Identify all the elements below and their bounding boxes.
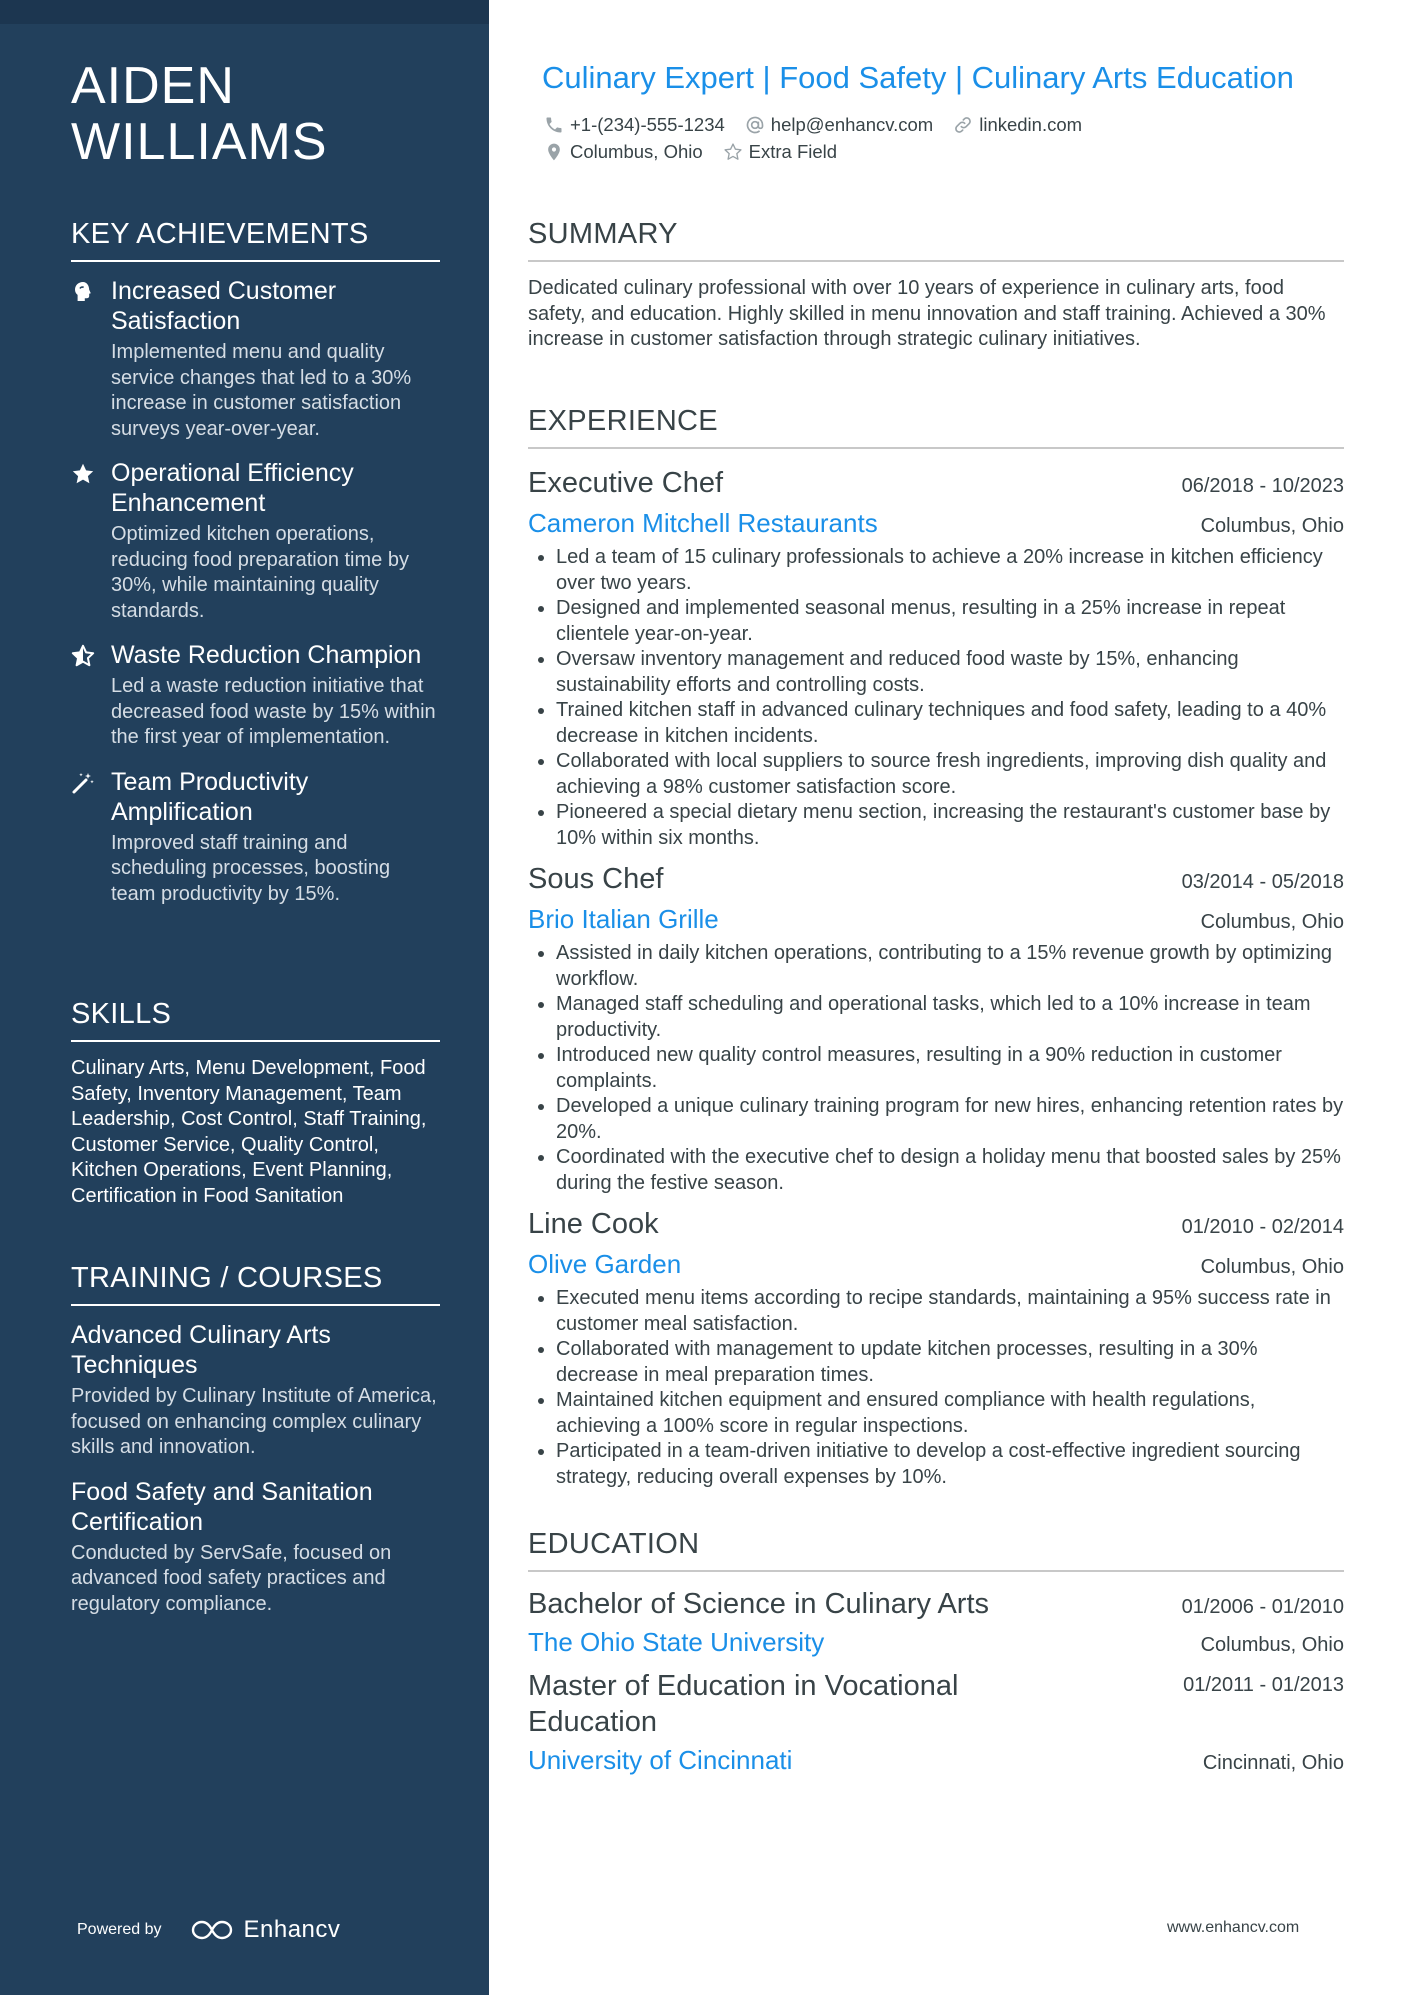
job-bullets: [528, 545, 1344, 851]
phone-text: +1-(234)-555-1234: [570, 113, 725, 135]
school-location: Columbus, Ohio: [1200, 1634, 1344, 1656]
degree-title: Master of Education in Vocational Education: [528, 1670, 959, 1738]
job-company: Cameron Mitchell Restaurants: [528, 508, 878, 538]
summary-heading: SUMMARY: [528, 216, 1344, 262]
job-bullet: • Designed and implemented seasonal menus, resulting in a 25% increase in repeat clientele year-on-year.: [556, 596, 1344, 647]
job-bullet: • Participated in a team-driven initiative to develop a cost-effective ingredient sourcing strategy, reducing overall expenses by 10%.: [556, 1439, 1344, 1490]
job-dates: 01/2010 - 02/2014: [1181, 1216, 1344, 1238]
degree-title: Bachelor of Science in Culinary Arts: [528, 1588, 989, 1620]
achievement-item: [71, 640, 440, 751]
at-icon: [745, 115, 765, 135]
magic-wand-icon: [71, 771, 95, 795]
skills-section: [71, 996, 440, 1209]
phone-contact[interactable]: [544, 114, 725, 136]
job-location: Columbus, Ohio: [1200, 515, 1344, 537]
experience-section: [528, 403, 1344, 1498]
achievement-item: [71, 767, 440, 908]
job-location: Columbus, Ohio: [1200, 1256, 1344, 1278]
skills-list: Culinary Arts, Menu Development, Food Safety, Inventory Management, Team Leadership, Cost Control, Staff Training, Customer Service, Quality Control, Kitchen Operations, Event Planning, Certification in Food Sanitation: [71, 1057, 427, 1207]
education-entry: [528, 1668, 1344, 1780]
achievement-title: Operational Efficiency Enhancement: [111, 459, 354, 517]
star-half-icon: [71, 644, 95, 668]
candidate-name: AIDEN WILLIAMS: [71, 57, 328, 171]
education-heading: EDUCATION: [528, 1526, 1344, 1572]
extra-contact: [723, 141, 837, 163]
enhancv-brand: Enhancv: [243, 1916, 341, 1943]
phone-icon: [544, 115, 564, 135]
job-bullet: • Collaborated with management to update kitchen processes, resulting in a 30% decrease in meal preparation times.: [556, 1337, 1344, 1388]
achievement-desc: Implemented menu and quality service changes that led to a 30% increase in customer satisfaction surveys year-over-year.: [111, 341, 412, 440]
job-bullet: • Assisted in daily kitchen operations, contributing to a 15% revenue growth by optimizing workflow.: [556, 941, 1344, 992]
job-bullets: [528, 941, 1344, 1196]
powered-by[interactable]: [77, 1915, 340, 1945]
job-entry: [528, 463, 1344, 851]
course-desc: Conducted by ServSafe, focused on advanced food safety practices and regulatory compliance.: [71, 1541, 392, 1615]
job-title: Executive Chef: [528, 467, 724, 499]
job-company: Brio Italian Grille: [528, 904, 719, 934]
job-bullet: • Managed staff scheduling and operational tasks, which led to a 10% increase in team productivity.: [556, 992, 1344, 1043]
job-bullet: • Collaborated with local suppliers to source fresh ingredients, improving dish quality and achieving a 98% customer satisfaction score.: [556, 749, 1344, 800]
training-section: [71, 1260, 440, 1633]
job-bullets: [528, 1286, 1344, 1490]
achievements-section: [71, 216, 440, 923]
job-entry: [528, 1204, 1344, 1490]
job-dates: 03/2014 - 05/2018: [1181, 871, 1344, 893]
headline: Culinary Expert | Food Safety | Culinary Arts Education: [542, 60, 1294, 95]
achievement-desc: Improved staff training and scheduling processes, boosting team productivity by 15%.: [111, 831, 391, 905]
achievement-title: Team Productivity Amplification: [111, 767, 309, 826]
job-bullet: • Led a team of 15 culinary professionals to achieve a 20% increase in kitchen efficiency over two years.: [556, 545, 1344, 596]
experience-heading: EXPERIENCE: [528, 403, 1344, 449]
link-icon: [953, 115, 973, 135]
linkedin-text: linkedin.com: [979, 113, 1083, 135]
course-desc: Provided by Culinary Institute of America, focused on enhancing complex culinary skills and innovation.: [71, 1385, 437, 1458]
job-bullet: • Executed menu items according to recipe standards, maintaining a 95% success rate in customer meal satisfaction.: [556, 1286, 1344, 1337]
job-title: Sous Chef: [528, 863, 664, 895]
job-dates: 06/2018 - 10/2023: [1181, 475, 1344, 497]
star-icon: [71, 462, 95, 486]
skills-heading: SKILLS: [71, 996, 440, 1042]
email-contact[interactable]: [745, 114, 933, 136]
brain-icon: [71, 280, 95, 304]
course-item: [71, 1320, 440, 1461]
contact-info: [544, 111, 1334, 165]
location-contact: [544, 141, 703, 163]
school-name: University of Cincinnati: [528, 1745, 793, 1775]
education-dates: 01/2006 - 01/2010: [1181, 1596, 1344, 1618]
achievement-title: Increased Customer Satisfaction: [111, 277, 337, 335]
job-company: Olive Garden: [528, 1249, 682, 1279]
job-title: Line Cook: [528, 1208, 659, 1240]
summary-section: [528, 216, 1344, 353]
education-section: [528, 1526, 1344, 1786]
achievement-desc: Led a waste reduction initiative that decreased food waste by 15% within the first year of implementation.: [111, 675, 436, 748]
location-pin-icon: [544, 142, 564, 162]
job-bullet: • Coordinated with the executive chef to design a holiday menu that boosted sales by 25% during the festive season.: [556, 1145, 1344, 1196]
education-entry: [528, 1586, 1344, 1662]
star-outline-icon: [723, 142, 743, 162]
job-location: Columbus, Ohio: [1200, 911, 1344, 933]
achievement-item: [71, 458, 440, 624]
job-bullet: • Maintained kitchen equipment and ensured compliance with health regulations, achieving a 100% score in regular inspections.: [556, 1388, 1344, 1439]
job-bullet: • Trained kitchen staff in advanced culinary techniques and food safety, leading to a 40% decrease in kitchen incidents.: [556, 698, 1344, 749]
education-dates: 01/2011 - 01/2013: [1183, 1674, 1344, 1696]
sidebar-top-strip: [0, 0, 489, 24]
job-entry: [528, 859, 1344, 1196]
training-heading: TRAINING / COURSES: [71, 1260, 440, 1306]
location-text: Columbus, Ohio: [570, 140, 703, 162]
footer-url[interactable]: www.enhancv.com: [1167, 1919, 1300, 1936]
sidebar: [0, 0, 489, 1995]
job-bullet: • Developed a unique culinary training program for new hires, enhancing retention rates by 20%.: [556, 1094, 1344, 1145]
job-bullet: • Introduced new quality control measures, resulting in a 90% reduction in customer complaints.: [556, 1043, 1344, 1094]
job-bullet: • Pioneered a special dietary menu section, increasing the restaurant's customer base by 10% within six months.: [556, 800, 1344, 851]
linkedin-contact[interactable]: [953, 114, 1082, 136]
achievement-desc: Optimized kitchen operations, reducing food preparation time by 30%, while maintaining quality standards.: [111, 523, 409, 622]
course-title: Food Safety and Sanitation Certification: [71, 1477, 373, 1536]
email-text: help@enhancv.com: [770, 113, 934, 135]
school-name: The Ohio State University: [528, 1627, 825, 1657]
job-bullet: • Oversaw inventory management and reduced food waste by 15%, enhancing sustainability efforts and controlling costs.: [556, 647, 1344, 698]
course-item: [71, 1477, 440, 1618]
course-title: Advanced Culinary Arts Techniques: [71, 1321, 331, 1379]
extra-text: Extra Field: [748, 140, 838, 162]
summary-text: Dedicated culinary professional with over 10 years of experience in culinary arts, food safety, and education. Highly skilled in menu innovation and staff training. Achieved a 30% increase in customer satisfaction through strategic culinary initiatives.: [528, 277, 1326, 350]
achievements-heading: KEY ACHIEVEMENTS: [71, 216, 440, 262]
enhancv-logo-icon: [188, 1917, 236, 1943]
school-location: Cincinnati, Ohio: [1202, 1752, 1344, 1774]
achievement-title: Waste Reduction Champion: [111, 641, 422, 669]
powered-by-label: Powered by: [77, 1921, 162, 1938]
achievement-item: [71, 276, 440, 442]
